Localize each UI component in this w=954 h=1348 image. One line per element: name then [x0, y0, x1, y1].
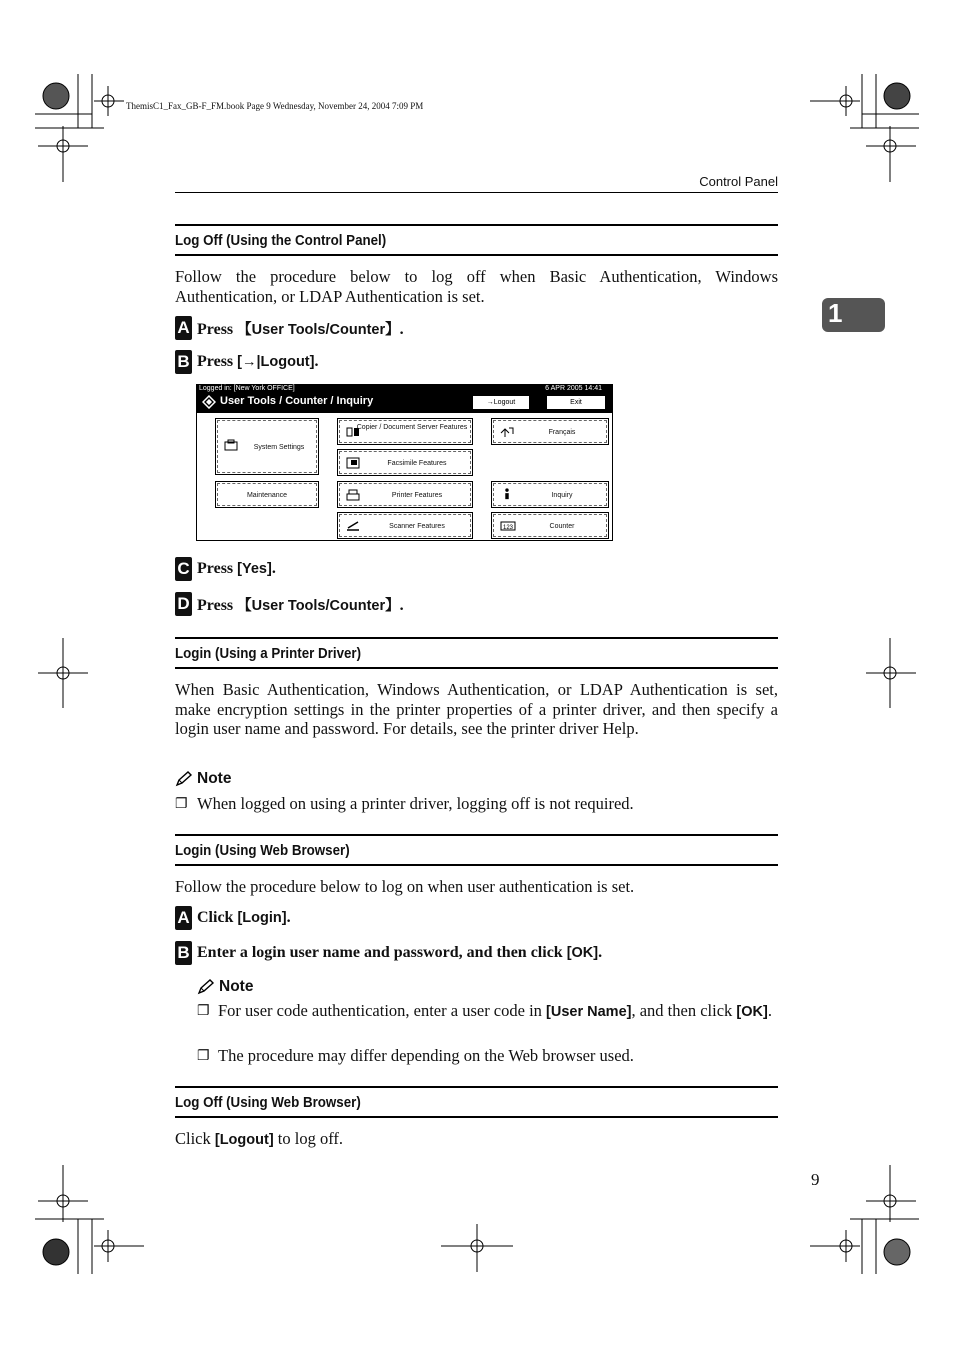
key-label: 【User Tools/Counter】 — [237, 321, 400, 338]
key-label: [OK] — [566, 945, 599, 961]
pencil-icon — [197, 979, 215, 995]
step-number: C — [175, 557, 192, 581]
note-bullet: ❐ The procedure may differ depending on the Web browser used. — [197, 1046, 634, 1065]
panel-title-bar — [197, 385, 612, 413]
step-4: D Press 【User Tools/Counter】. — [175, 591, 404, 617]
section-intro: Follow the procedure below to log off when Basic Authentication, Windows Authentication, or LDAP Authentication is set. — [175, 267, 778, 306]
counter-button[interactable]: 123 Counter — [491, 512, 609, 539]
step-2: B Enter a login user name and password, and then click [OK]. — [175, 940, 602, 966]
checkbox-bullet-icon: ❐ — [197, 1049, 210, 1064]
step-3: C Press [Yes]. — [175, 556, 276, 582]
step-2: B Press [→|Logout]. — [175, 349, 318, 375]
section-intro: Follow the procedure below to log on when user authentication is set. — [175, 877, 635, 896]
step-number: B — [175, 941, 192, 965]
exit-button[interactable]: Exit — [546, 395, 606, 410]
section-body: When Basic Authentication, Windows Authentication, or LDAP Authentication is set, make encryption settings in the printer properties of a printer driver, and then specify a login user name and password. For details, see the printer driver Help. — [175, 680, 778, 738]
step-1: A Press 【User Tools/Counter】. — [175, 315, 404, 341]
book-header: ThemisC1_Fax_GB-F_FM.book Page 9 Wednesday, November 24, 2004 7:09 PM — [126, 101, 424, 111]
panel-title: User Tools / Counter / Inquiry — [220, 395, 374, 407]
header-rule — [175, 192, 778, 193]
checkbox-bullet-icon: ❐ — [175, 797, 188, 812]
scanner-button[interactable]: Scanner Features — [337, 512, 473, 539]
section-body: Click [Logout] to log off. — [175, 1129, 344, 1148]
key-label: 【User Tools/Counter】 — [237, 597, 400, 614]
chapter-tab: 1 — [822, 298, 885, 332]
svg-text:123: 123 — [503, 525, 514, 531]
system-settings-button[interactable]: System Settings — [215, 418, 319, 475]
section-heading-login-web: Login (Using Web Browser) — [175, 834, 778, 866]
login-status: Logged in: [New York OFFICE] — [199, 385, 295, 392]
step-number: A — [175, 316, 192, 340]
note-heading: Note — [175, 770, 231, 788]
key-label: [→|Logout] — [237, 354, 315, 370]
panel-date: 6 APR 2005 14:41 — [545, 385, 602, 392]
step-number: D — [175, 592, 192, 616]
key-label: [Logout] — [214, 1132, 274, 1148]
running-head: Control Panel — [699, 174, 778, 189]
step-number: B — [175, 350, 192, 374]
diamond-icon — [202, 395, 216, 409]
printer-button[interactable]: Printer Features — [337, 481, 473, 508]
section-heading-logoff-web: Log Off (Using Web Browser) — [175, 1086, 778, 1118]
key-label: [OK] — [736, 1004, 768, 1020]
maintenance-button[interactable]: Maintenance — [215, 481, 319, 508]
step-number: A — [175, 906, 192, 930]
logout-button[interactable]: →Logout — [472, 395, 530, 410]
copier-button[interactable]: Copier / Document Server Features — [337, 418, 473, 445]
section-heading-login-printer: Login (Using a Printer Driver) — [175, 637, 778, 669]
francais-button[interactable]: Français — [491, 418, 609, 445]
facsimile-button[interactable]: Facsimile Features — [337, 449, 473, 476]
checkbox-bullet-icon: ❐ — [197, 1004, 210, 1019]
control-panel-screen — [196, 384, 613, 541]
note-heading: Note — [197, 978, 253, 996]
note-bullet: ❐ When logged on using a printer driver, logging off is not required. — [175, 794, 634, 813]
pencil-icon — [175, 771, 193, 787]
page-number: 9 — [811, 1170, 820, 1189]
step-1: A Click [Login]. — [175, 905, 291, 931]
key-label: [Yes] — [237, 561, 272, 577]
key-label: [User Name] — [546, 1004, 632, 1020]
section-heading-logoff-panel: Log Off (Using the Control Panel) — [175, 224, 778, 256]
inquiry-button[interactable]: Inquiry — [491, 481, 609, 508]
key-label: [Login] — [237, 910, 287, 926]
note-bullet: ❐ For user code authentication, enter a user code in [User Name], and then click [OK]. — [197, 1001, 772, 1020]
